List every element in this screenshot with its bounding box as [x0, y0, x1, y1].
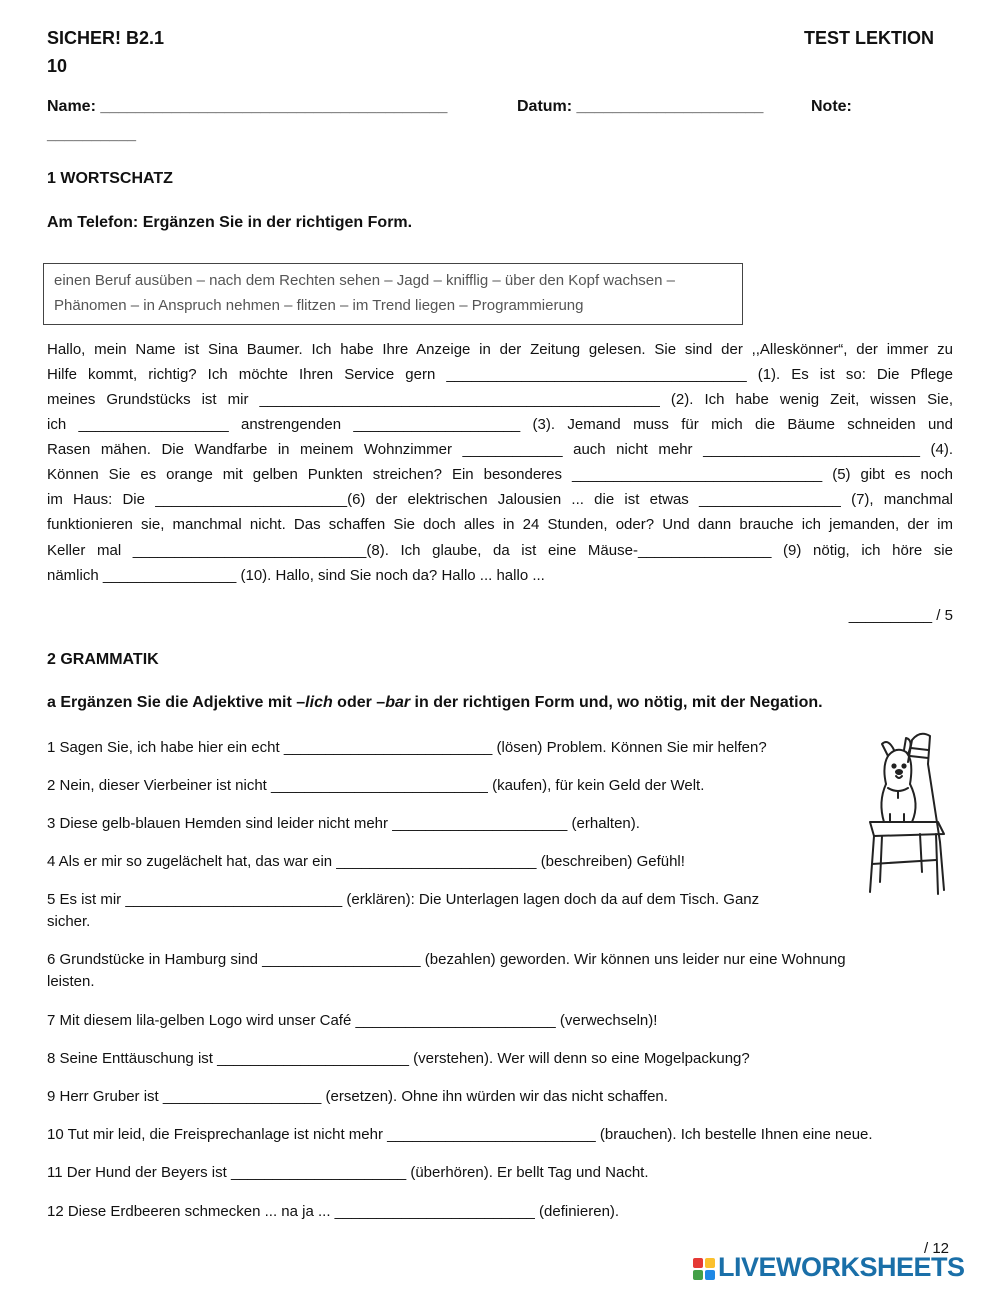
logo-text: LIVEWORKSHEETS [718, 1252, 965, 1282]
text-line: Hallo, mein Name ist Sina Baumer. Ich habe Ihre Anzeige in der Zeitung gelesen. Sie sind der ,,Alleskönner“, der immer zu [47, 341, 953, 358]
text-line: Können Sie es orange mit gelben Punkten streichen? Ein besonderes ______________________________ (5) gibt es noch [47, 466, 953, 483]
name-field[interactable]: Name: _______________________________________ [47, 98, 448, 115]
section2-score[interactable]: / 12 [924, 1240, 950, 1257]
word-box-line: einen Beruf ausüben – nach dem Rechten sehen – Jagd – knifflig – über den Kopf wachsen – [54, 272, 675, 289]
instruction-part: oder – [332, 694, 386, 711]
task-item: 7 Mit diesem lila-gelben Logo wird unser Café ________________________ (verwechseln)! [47, 1012, 658, 1029]
logo-blocks-icon [693, 1258, 715, 1280]
section2-instruction [47, 694, 823, 712]
suffix-lich: lich [305, 694, 333, 711]
task-item: 9 Herr Gruber ist ___________________ (ersetzen). Ohne ihn würden wir das nicht schaffen. [47, 1088, 668, 1105]
task-item-cont: leisten. [47, 973, 95, 990]
text-line: im Haus: Die _______________________(6) der elektrischen Jalousien ... die ist etwas _________________ (7), manchmal [47, 491, 953, 508]
instruction-part: a Ergänzen Sie die Adjektive mit – [47, 694, 306, 711]
text-line: Keller mal ____________________________(8). Ich glaube, da ist eine Mäuse-________________ (9) nötig, ich höre sie [47, 542, 953, 559]
lesson-number: 10 [47, 56, 68, 76]
task-item: 11 Der Hund der Beyers ist _____________________ (überhören). Er bellt Tag und Nacht. [47, 1164, 649, 1181]
section1-instruction: Am Telefon: Ergänzen Sie in der richtigen Form. [47, 214, 413, 231]
section1-title: 1 WORTSCHATZ [47, 170, 173, 187]
section2-title: 2 GRAMMATIK [47, 651, 159, 668]
text-line: nämlich ________________ (10). Hallo, sind Sie noch da? Hallo ... hallo ... [47, 567, 545, 584]
task-item: 2 Nein, dieser Vierbeiner ist nicht __________________________ (kaufen), für kein Geld der Welt. [47, 777, 705, 794]
text-line: funktionieren sie, manchmal nicht. Das schaffen Sie doch alles in 24 Stunden, oder? Und dann brauche ich jemanden, der im [47, 516, 953, 533]
word-box-line: Phänomen – in Anspruch nehmen – flitzen – im Trend liegen – Programmierung [54, 297, 584, 314]
instruction-part: in der richtigen Form und, wo nötig, mit der Negation. [410, 694, 823, 711]
text-line: meines Grundstücks ist mir ________________________________________________ (2). Ich habe wenig Zeit, wissen Sie, [47, 391, 953, 408]
section1-score[interactable]: __________ / 5 [848, 607, 953, 624]
dog-on-chair-illustration [848, 722, 956, 900]
task-item: 8 Seine Enttäuschung ist _______________________ (verstehen). Wer will denn so eine Mogelpackung? [47, 1050, 750, 1067]
task-item: 5 Es ist mir __________________________ (erklären): Die Unterlagen lagen doch da auf dem Tisch. Ganz [47, 891, 760, 908]
date-field[interactable]: Datum: _____________________ [517, 98, 764, 115]
text-line: Rasen mähen. Die Wandfarbe in meinem Wohnzimmer ____________ auch nicht mehr __________________________ (4). [47, 441, 953, 458]
word-box [43, 263, 743, 325]
text-line: Hilfe kommt, richtig? Ich möchte Ihren Service gern ____________________________________ (1). Es ist so: Die Pflege [47, 366, 953, 383]
task-item: 10 Tut mir leid, die Freisprechanlage ist nicht mehr _________________________ (brauchen). Ich bestelle Ihnen eine neue. [47, 1126, 873, 1143]
liveworksheets-logo [693, 1252, 990, 1283]
task-item: 1 Sagen Sie, ich habe hier ein echt _________________________ (lösen) Problem. Können Sie mir helfen? [47, 739, 767, 756]
task-item: 4 Als er mir so zugelächelt hat, das war ein ________________________ (beschreiben) Gefühl! [47, 853, 685, 870]
text-line: ich __________________ anstrengenden ____________________ (3). Jemand muss für mich die Bäume schneiden und [47, 416, 953, 433]
course-title: SICHER! B2.1 [47, 28, 165, 48]
task-item: 6 Grundstücke in Hamburg sind ___________________ (bezahlen) geworden. Wir können uns leider nur eine Wohnung [47, 951, 846, 968]
note-field[interactable]: __________ [47, 126, 136, 143]
suffix-bar: bar [385, 694, 411, 711]
task-item: 3 Diese gelb-blauen Hemden sind leider nicht mehr _____________________ (erhalten). [47, 815, 640, 832]
test-title: TEST LEKTION [804, 28, 934, 48]
task-item: 12 Diese Erdbeeren schmecken ... na ja ... ________________________ (definieren). [47, 1203, 620, 1220]
note-label: Note: [811, 98, 852, 115]
task-item-cont: sicher. [47, 913, 91, 930]
